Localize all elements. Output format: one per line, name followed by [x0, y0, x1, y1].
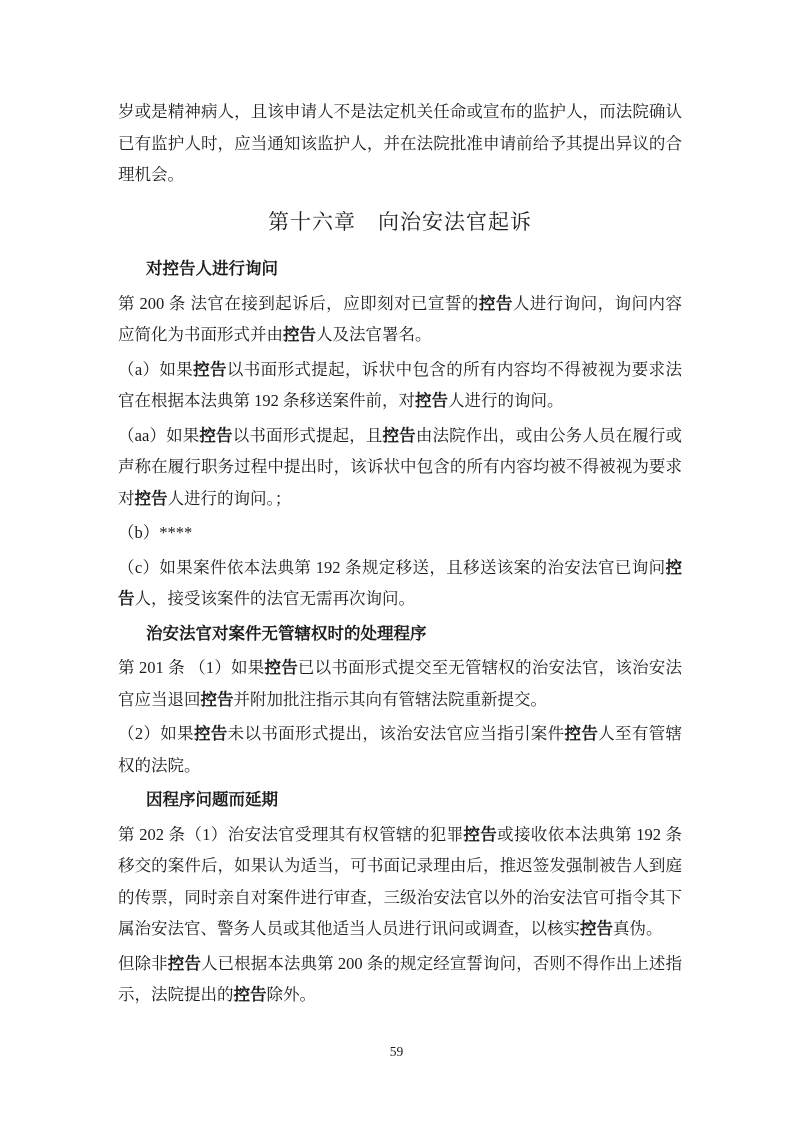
document-body — [118, 96, 682, 1014]
paragraph: （c）如果案件依本法典第 192 条规定移送，且移送该案的治安法官已询问控告人，接受该案件的法官无需再次询问。 — [118, 557, 682, 608]
section-heading: 因程序问题而延期 — [146, 790, 278, 809]
paragraph: 第 201 条 （1）如果控告已以书面形式提交至无管辖权的治安法官，该治安法官应当退回控告并附加批注指示其向有管辖法院重新提交。 — [118, 658, 683, 709]
paragraph: （2）如果控告未以书面形式提出，该治安法官应当指引案件控告人至有管辖权的法院。 — [118, 724, 683, 775]
chapter-heading: 第十六章 向治安法官起诉 — [268, 209, 532, 234]
page-number: 59 — [389, 1044, 404, 1059]
paragraph: 第 202 条（1）治安法官受理其有权管辖的犯罪控告或接收依本法典第 192 条移交的案件后，如果认为适当，可书面记录理由后，推迟签发强制被告人到庭的传票，同时亲自对案件进行审查，三级治安法官以外的治安法官可指令其下属治安法官、警务人员或其他适当人员进行讯问或调查，以核实控告真伪。 — [118, 824, 683, 938]
paragraph: 岁或是精神病人，且该申请人不是法定机关任命或宣布的监护人，而法院确认已有监护人时，应当通知该监护人，并在法院批准申请前给予其提出异议的合理机会。 — [118, 102, 682, 184]
paragraph: （a）如果控告以书面形式提起，诉状中包含的所有内容均不得被视为要求法官在根据本法典第 192 条移送案件前，对控告人进行的询问。 — [118, 359, 683, 410]
section-heading: 治安法官对案件无管辖权时的处理程序 — [146, 623, 427, 643]
paragraph: （b）**** — [118, 523, 193, 542]
section-heading: 对控告人进行询问 — [146, 259, 278, 278]
paragraph: 但除非控告人已根据本法典第 200 条的规定经宣誓询问，否则不得作出上述指示，法院提出的控告除外。 — [118, 953, 683, 1004]
paragraph: （aa）如果控告以书面形式提起，且控告由法院作出，或由公务人员在履行或声称在履行职务过程中提出时，该诉状中包含的所有内容均被不得被视为要求对控告人进行的询问。； — [118, 425, 683, 508]
paragraph: 第 200 条 法官在接到起诉后，应即刻对已宣誓的控告人进行询问，询问内容应简化为书面形式并由控告人及法官署名。 — [118, 293, 683, 344]
